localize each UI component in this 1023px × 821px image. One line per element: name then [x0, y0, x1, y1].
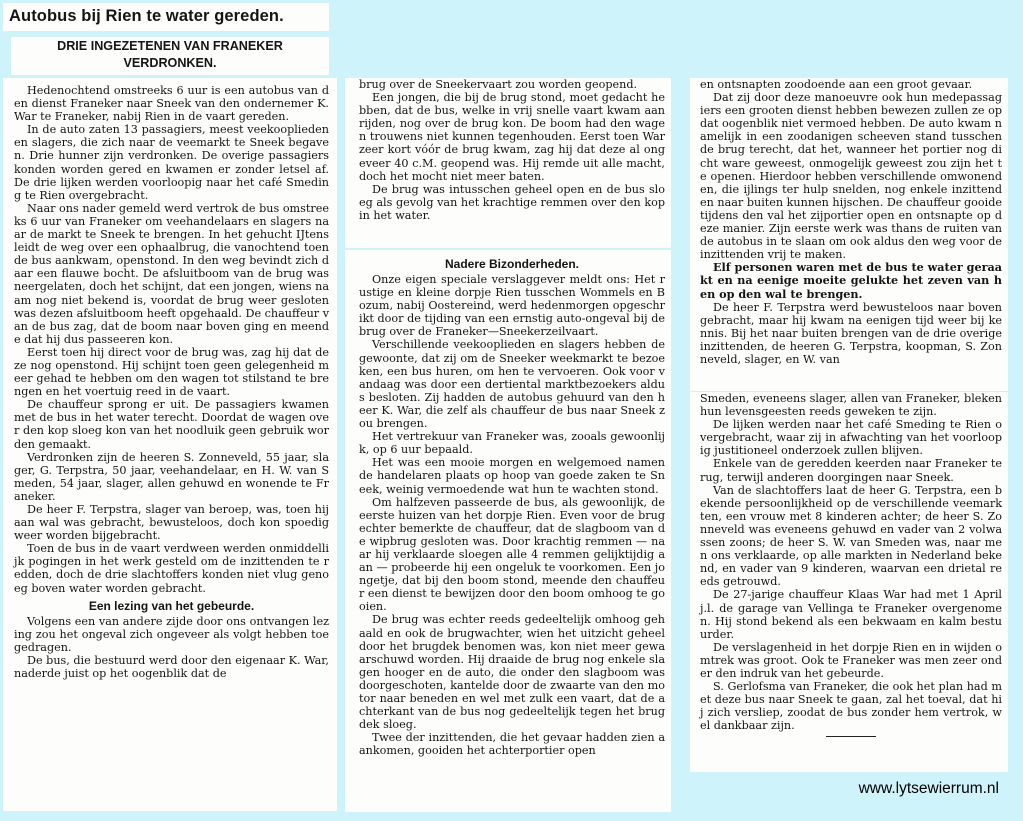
paragraph: Twee der inzittenden, die het gevaar hadden zien aankomen, gooiden het achterportier open	[359, 731, 665, 758]
paragraph: De bus, die bestuurd werd door den eigenaar K. War, naderde juist op het oogenblik dat de	[14, 653, 329, 681]
subheadline: DRIE INGEZETENEN VAN FRANEKER VERDRONKEN.	[57, 39, 283, 70]
article-column-2-bottom	[345, 250, 671, 812]
paragraph: Om halfzeven passeerde de bus, als gewoonlijk, de eerste huizen van het dorpje Rien. Even voor de brug echter bemerkte de chauffeur, dat de slagboom van de wipbrug gesloten was. Door krachtig remmen — naar hij verklaarde sloegen alle 4 remmen gelijktijdig aan — probeerde hij een ongeluk te voorkomen. Een jongetje, dat bij den boom stond, meende den chauffeur een dienst te bewijzen door den boom omhoog te gooien.	[359, 495, 665, 614]
paragraph: brug over de Sneekervaart zou worden geopend.	[359, 78, 638, 91]
paragraph: S. Gerlofsma van Franeker, die ook het plan had met deze bus naar Sneek te gaan, zal het toeval, dat hij zich versliep, zoodat de bus zonder hem vertrok, wel dankbaar zijn.	[700, 680, 1002, 733]
headline: Autobus bij Rien te water gereden.	[9, 7, 284, 25]
paragraph: Een jongen, die bij de brug stond, moet gedacht hebben, dat de bus, welke in vrij snelle vaart kwam aanrijden, nog over de brug kon. De boom had den wagen trouwens niet kunnen tegenhouden. Eerst toen War zeer kort vóór de brug kwam, zag hij dat deze al ongeveer 40 c.M. geopend was. Hij remde uit alle macht, doch het mocht niet meer baten.	[359, 91, 665, 183]
end-rule-divider	[826, 736, 876, 737]
section-heading-lezing: Een lezing van het gebeurde.	[88, 598, 255, 613]
article-column-3-top	[690, 78, 1008, 391]
subheadline-box	[11, 37, 329, 75]
article-column-1	[3, 78, 337, 811]
bold-paragraph: Elf personen waren met de bus te water geraakt en na eenige moeite gelukte het zeven van hen op den wal te brengen.	[700, 260, 1002, 301]
paragraph: en ontsnapten zoodoende aan een groot gevaar.	[700, 78, 973, 91]
section-heading-nadere: Nadere Bizonderheden.	[444, 257, 580, 271]
paragraph: Volgens een van andere zijde door ons ontvangen lezing zou het ongeval zich ongeveer als volgt hebben toegedragen.	[14, 614, 329, 654]
paragraph: De brug was intusschen geheel open en de bus sloeg als gevolg van het krachtige remmen over den kop in het water.	[359, 182, 665, 222]
paragraph: Verschillende veekooplieden en slagers hebben de gewoonte, dat zij om de Sneeker weekmarkt te bezoeken, een bus huren, om hen te vervoeren. Ook voor vandaag was door een dertiental marktbezoekers aldus besloten. Zij hadden de autobus gehuurd van den heer K. War, die zelf als chauffeur de bus naar Sneek zou brengen.	[359, 338, 665, 431]
paragraph: Onze eigen speciale verslaggever meldt ons: Het rustige en kleine dorpje Rien tusschen Wommels en Bozum, nabij Oostereind, werd hedenmorgen opgeschrikt door de tijding van een ernstig auto-ongeval bij de brug over de Franeker—Sneekerzeilvaart.	[359, 273, 665, 339]
paragraph: Naar ons nader gemeld werd vertrok de bus omstreeks 6 uur van Franeker om veehandelaars en slagers naar de markt te Sneek te brengen. In het gehucht IJtens leidt de weg over een ophaalbrug, die vanochtend toen de bus aankwam, openstond. In den weg bevindt zich daar een flauwe bocht. De afsluitboom van de brug was neergelaten, doch het schijnt, dat een jongen, wiens naam nog niet bekend is, voordat de brug weer gesloten was dezen afsluitboom heeft opgehaald. De chauffeur van de bus zag, dat de boom naar boven ging en meende dat hij dus passeeren kon.	[14, 201, 330, 346]
paragraph: Hedenochtend omstreeks 6 uur is een autobus van den dienst Franeker naar Sneek van den ondernemer K. War te Franeker, nabij Rien in de vaart gereden.	[14, 84, 329, 124]
paragraph: Verdronken zijn de heeren S. Zonneveld, 55 jaar, slager, G. Terpstra, 50 jaar, veehandelaar, en H. W. van Smeden, 54 jaar, slager, allen gehuwd en wonende te Franeker.	[14, 450, 329, 503]
paragraph: De heer F. Terpstra werd bewusteloos naar boven gebracht, maar hij kwam na eenigen tijd weer bij kennis. Bij het naar buiten brengen van de drie overige inzittenden, de heeren G. Terpstra, koopman, S. Zonneveld, slager, en W. van	[700, 300, 1002, 366]
paragraph: In de auto zaten 13 passagiers, meest veekooplieden en slagers, die zich naar de veemarkt te Sneek begaven. Drie hunner zijn verdronken. De overige passagiers konden worden gered en kwamen er zonder letsel af. De drie lijken werden voorloopig naar het café Smeding te Rien overgebracht.	[14, 123, 329, 202]
paragraph: Dat zij door deze manoeuvre ook hun medepassagiers een grooten dienst hebben bewezen zullen ze op dat oogenblik niet vermoed hebben. De auto kwam namelijk in een zoodanigen scheeven stand tusschen de brug terecht, dat het, wanneer het portier nog dicht ware geweest, onmogelijk geweest zou zijn het te openen. Hierdoor hebben verschillende omwonenden, die ijlings ter hulp snelden, nog enkele inzittenden naar buiten kunnen hijschen. De chauffeur gooide tijdens den val het zijportier open en ontsnapte op deze manier. Zijn eerste werk was thans de ruiten van de autobus in te slaan om ook aldus den weg voor de inzittenden vrij te maken.	[700, 91, 1002, 262]
paragraph: Enkele van de geredden keerden naar Franeker terug, terwijl anderen doorgingen naar Sneek.	[700, 457, 1002, 484]
paragraph: De brug was echter reeds gedeeltelijk omhoog gehaald en ook de brugwachter, wien het uitzicht geheel door het brugdek benomen was, kon niet meer gewaarschuwd worden. Hij draaide de brug nog enkele slagen hooger en de auto, die onder den slagboom was doorgeschoten, kantelde door de zwaarte van den motor naar beneden en wel met zulk een vaart, dat de achterkant van de bus nog gedeeltelijk tegen het brugdek sloeg.	[359, 613, 665, 732]
paragraph: Het vertrekuur van Franeker was, zooals gewoonlijk, op 6 uur bepaald.	[359, 430, 665, 457]
paragraph: De chauffeur sprong er uit. De passagiers kwamen met de bus in het water terecht. Doordat de wagen over den kop sloeg kon van het noodluik geen gebruik worden gemaakt.	[14, 398, 329, 451]
paragraph: De heer F. Terpstra, slager van beroep, was, toen hij aan wal was gebracht, bewusteloos, doch kon spoedig weer worden bijgebracht.	[14, 503, 329, 543]
paragraph: Van de slachtoffers laat de heer G. Terpstra, een bekende persoonlijkheid op de verschillende veemarkten, een vrouw met 8 kinderen achter; de heer S. Zonneveld was eveneens gehuwd en vader van 2 volwassen zoons; de heer S. W. van Smeden was, naar men ons verklaarde, op alle markten in Nederland bekend, en vader van 9 kinderen, waarvan een drietal reeds getrouwd.	[700, 483, 1002, 589]
paragraph: De lijken werden naar het café Smeding te Rien overgebracht, waar zij in afwachting van het voorloopig justitioneel onderzoek zullen blijven.	[700, 418, 1002, 458]
article-column-2-top	[345, 78, 671, 248]
paragraph: Het was een mooie morgen en welgemoed namen de handelaren plaats op hoop van goede zaken te Sneek, weinig vermoedende wat hun te wachten stond.	[359, 456, 665, 496]
paragraph: Eerst toen hij direct voor de brug was, zag hij dat deze nog openstond. Hij schijnt toen geen gelegenheid meer gehad te hebben om den wagen tot stilstand te brengen en het voertuig reed in de vaart.	[14, 345, 329, 399]
paragraph: Smeden, eveneens slager, allen van Franeker, bleken hun levensgeesten reeds geweken te zijn.	[700, 392, 1002, 419]
paragraph: Toen de bus in de vaart verdween werden onmiddellijk pogingen in het werk gesteld om de inzittenden te redden, doch de drie slachtoffers konden niet vlug genoeg boven water worden gebracht.	[14, 542, 329, 595]
headline-box	[3, 3, 329, 31]
paragraph: De 27-jarige chauffeur Klaas War had met 1 April j.l. de garage van Vellinga te Franeker overgenomen. Hij stond bekend als een bekwaam en kalm bestuurder.	[700, 588, 1002, 641]
article-column-3-bottom	[690, 392, 1008, 772]
website-watermark: www.lytsewierrum.nl	[858, 780, 999, 797]
paragraph: De verslagenheid in het dorpje Rien en in wijden omtrek was groot. Ook te Franeker was men zeer onder den indruk van het gebeurde.	[700, 640, 1002, 680]
